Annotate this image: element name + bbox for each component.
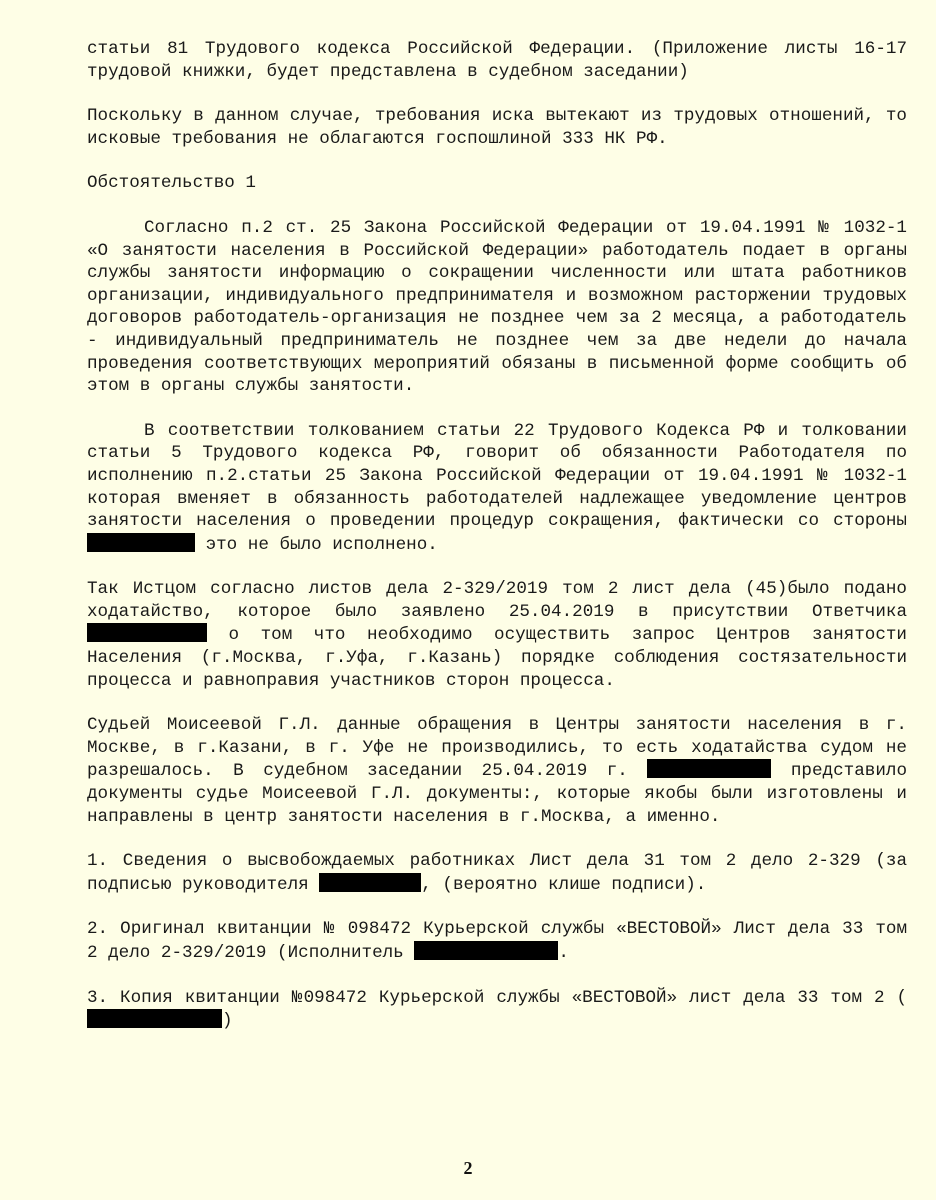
document-page [87,38,907,1033]
paragraph-article-81: статьи 81 Трудового кодекса Российской Федерации. (Приложение листы 16-17 трудовой книжки, будет представлена в судебном заседании) [87,39,907,82]
list-item-2: 2. Оригинал квитанции № 098472 Курьерской службы «ВЕСТОВОЙ» Лист дела 33 том 2 дело 2-329/2019 (Исполнитель . [87,919,907,963]
paragraph-interpretation: В соответствии толкованием статьи 22 Трудового Кодекса РФ и толковании статьи 5 Трудового кодекса РФ, говорит об обязанности Работодателя по исполнению п.2.статьи 25 Закона Российской Федерации от 19.04.1991 № 1032-1 которая вменяет в обязанность работодателей надлежащее уведомление центров занятости населения о проведении процедур сокращения, фактически со стороны это не было исполнено. [87,420,907,555]
redaction-block [414,941,558,960]
redaction-block [87,1009,222,1028]
paragraph-state-duty: Поскольку в данном случае, требования иска вытекают из трудовых отношений, то исковые требования не облагаются госпошлиной 333 НК РФ. [87,106,907,149]
list-item-3: 3. Копия квитанции №098472 Курьерской службы «ВЕСТОВОЙ» лист дела 33 том 2 () [87,987,907,1032]
redaction-block [87,533,195,552]
paragraph-employment-law: Согласно п.2 ст. 25 Закона Российской Федерации от 19.04.1991 № 1032-1 «О занятости населения в Российской Федерации» работодатель подает в органы службы занятости информацию о сокращении численности или штата работников организации, индивидуального предпринимателя и возможном расторжении трудовых договоров работодатель-организация не позднее чем за 2 месяца, а работодатель - индивидуальный предприниматель не позднее чем за две недели до начала проведения соответствующих мероприятий обязаны в письменной форме сообщить об этом в органы службы занятости. [87,217,907,397]
paragraph-judge: Судьей Моисеевой Г.Л. данные обращения в Центры занятости населения в г. Москве, в г.Казани, в г. Уфе не производились, то есть ходатайства судом не разрешалось. В судебном заседании 25.04.2019 г. представило документы судье Моисеевой Г.Л. документы:, которые якобы были изготовлены и направлены в центр занятости населения в г.Москва, а именно. [87,715,908,827]
list-item-1: 1. Сведения о высвобождаемых работниках Лист дела 31 том 2 дело 2-329 (за подписью руководителя , (вероятно клише подписи). [87,851,907,895]
redaction-block [647,759,771,778]
redaction-block [87,623,207,642]
page-number: 2 [463,1158,473,1178]
redaction-block [319,873,421,892]
section-heading: Обстоятельство 1 [87,173,256,194]
paragraph-petition: Так Истцом согласно листов дела 2-329/2019 том 2 лист дела (45)было подано ходатайство, которое было заявлено 25.04.2019 в присутствии Ответчика о том что необходимо осуществить запрос Центров занятости Населения (г.Москва, г.Уфа, г.Казань) порядке соблюдения состязательности процесса и равноправия участников сторон процесса. [87,579,907,691]
